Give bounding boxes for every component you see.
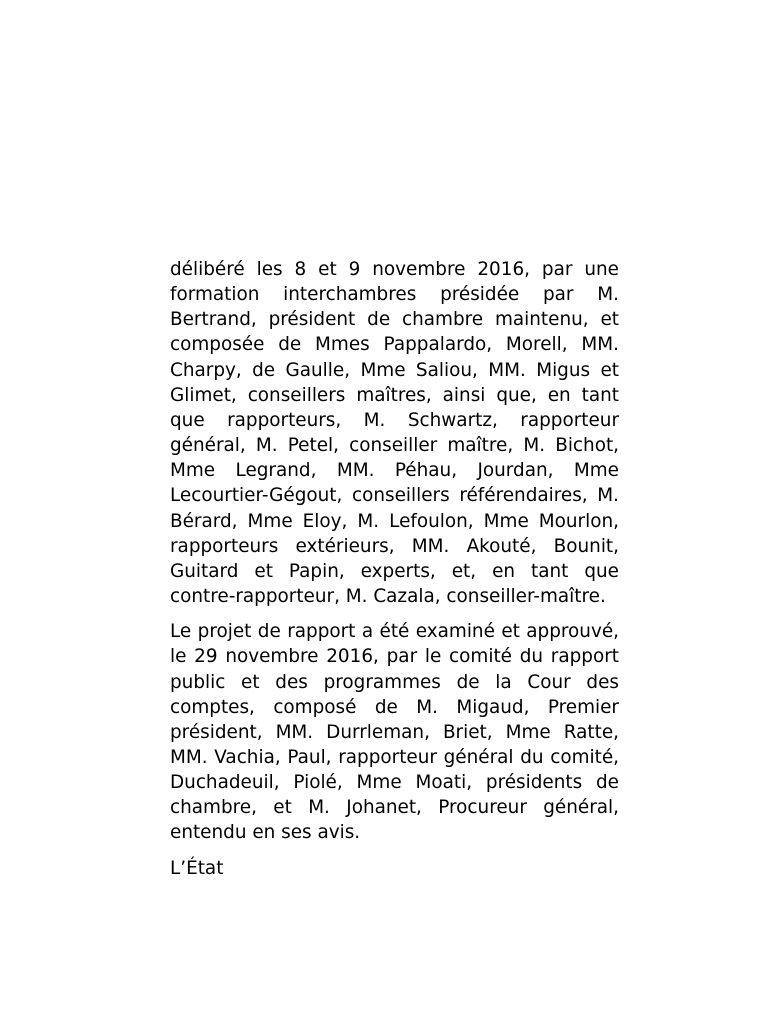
paragraph-deliberation: délibéré les 8 et 9 novembre 2016, par une formation interchambres présidée par M. Bertrand, président de chambre maintenu, et composée de Mmes Pappalardo, Morell, MM. Charpy, de Gaulle, Mme Saliou, MM. Migus et Glimet, conseillers maîtres, ainsi que, en tant que rapporteurs, M. Schwartz, rapporteur général, M. Petel, conseiller maître, M. Bichot, Mme Legrand, MM. Péhau, Jourdan, Mme Lecourtier-Gégout, conseillers référendaires, M. Bérard, Mme Eloy, M. Lefoulon, Mme Mourlon, rapporteurs extérieurs, MM. Akouté, Bounit, Guitard et Papin, experts, et, en tant que contre-rapporteur, M. Cazala, conseiller-maître.: [170, 259, 619, 608]
section-heading-etat: L’État: [170, 857, 224, 879]
body-text: [170, 257, 619, 881]
paragraph-approval: Le projet de rapport a été examiné et approuvé, le 29 novembre 2016, par le comité du rapport public et des programmes de la Cour des comptes, composé de M. Migaud, Premier président, MM. Durrleman, Briet, Mme Ratte, MM. Vachia, Paul, rapporteur général du comité, Duchadeuil, Piolé, Mme Moati, présidents de chambre, et M. Johanet, Procureur général, entendu en ses avis.: [170, 621, 619, 844]
